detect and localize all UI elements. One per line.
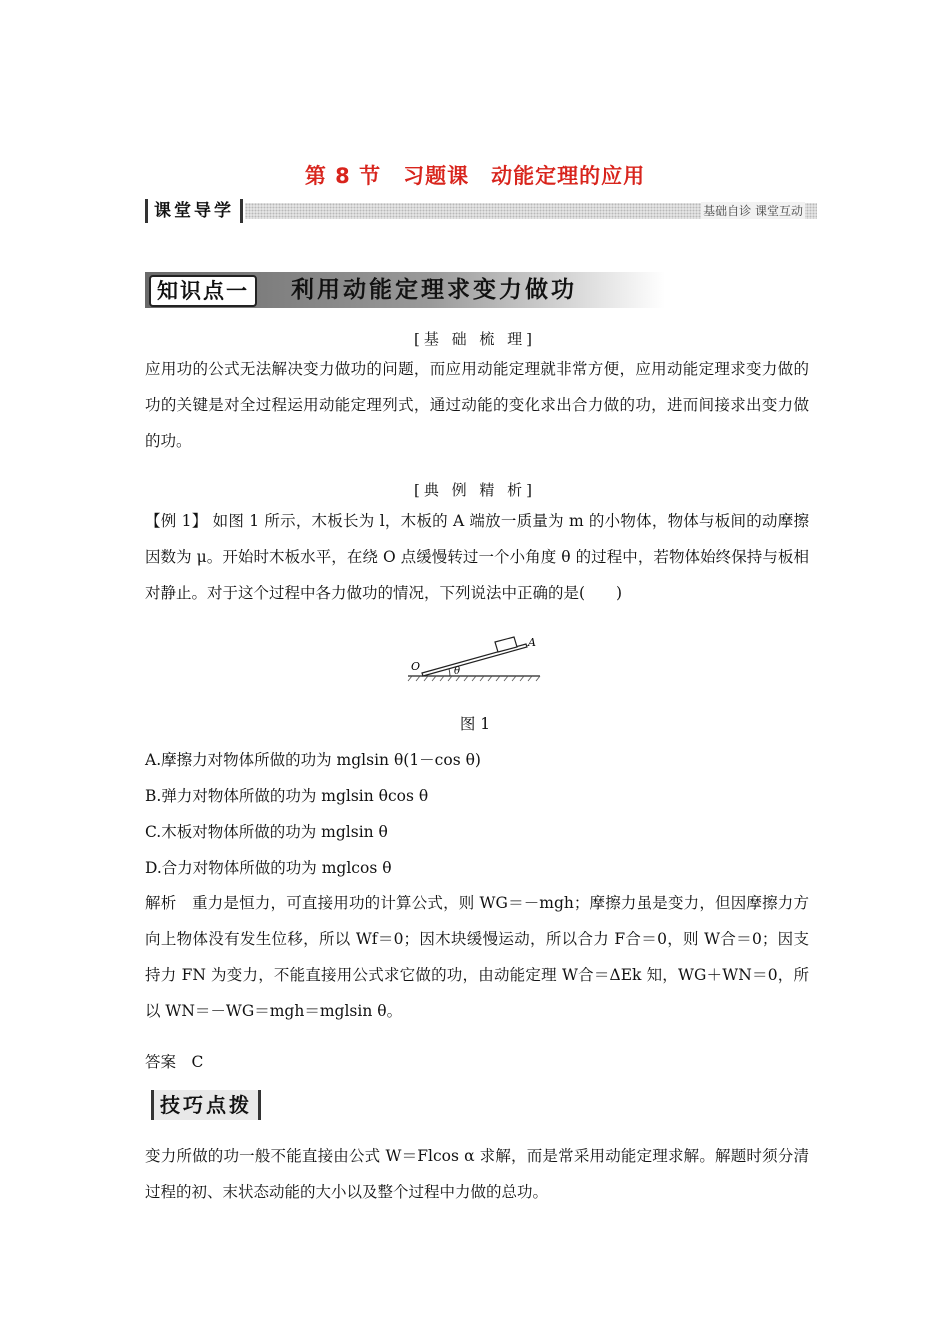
label-a: A: [528, 636, 536, 649]
incline-diagram: [404, 628, 544, 684]
incline-figure: [404, 628, 544, 688]
option-b: B.弹力对物体所做的功为 mglsin θcos θ: [145, 787, 429, 805]
option-d: D.合力对物体所做的功为 mglcos θ: [145, 859, 392, 877]
tip-text: 变力所做的功一般不能直接由公式 W＝Flcos α 求解，而是常采用动能定理求解。解题时须分清过程的初、末状态动能的大小以及整个过程中力做的总功。: [145, 1147, 809, 1201]
figure-caption: 图 1: [459, 715, 491, 733]
label-theta: θ: [454, 666, 461, 677]
section-bar-right: 基础自诊 课堂互动: [703, 204, 803, 218]
knowledge-point-title: 利用动能定理求变力做功: [291, 277, 577, 303]
tip-banner: [145, 1090, 277, 1120]
option-c: C.木板对物体所做的功为 mglsin θ: [145, 823, 388, 841]
example-label: [典 例 精 析]: [413, 481, 536, 499]
analysis-text: 解析 重力是恒力，可直接用功的计算公式，则 WG＝－mgh；摩擦力虽是变力，但因摩擦力方向上物体没有发生位移，所以 Wf＝0；因木块缓慢运动，所以合力 F合＝0，则 W合＝0；因支持力 FN 为变力，不能直接用公式求它做的功，由动能定理 W合＝ΔEk 知，WG＋WN＝0，所以 WN＝－WG＝mgh＝mglsin θ。: [145, 894, 809, 1020]
basic-label: [基 础 梳 理]: [413, 330, 536, 348]
section-bar-label: 课堂导学: [145, 199, 243, 223]
tip-label: 技巧点拨: [151, 1090, 261, 1120]
page-title: 第 8 节 习题课 动能定理的应用: [304, 164, 646, 188]
knowledge-point-label: 知识点一: [149, 275, 257, 307]
basic-text: 应用功的公式无法解决变力做功的问题，而应用动能定理就非常方便，应用动能定理求变力做的功的关键是对全过程运用动能定理列式，通过动能的变化求出合力做的功，进而间接求出变力做的功。: [145, 360, 809, 450]
option-a: A.摩擦力对物体所做的功为 mglsin θ(1－cos θ): [145, 751, 481, 769]
example-text: 【例 1】 如图 1 所示，木板长为 l，木板的 A 端放一质量为 m 的小物体，物体与板间的动摩擦因数为 μ。开始时木板水平，在绕 O 点缓慢转过一个小角度 θ 的过程中，若物体始终保持与板相对静止。对于这个过程中各力做功的情况，下列说法中正确的是( ): [145, 512, 809, 602]
section-bar: [145, 199, 817, 223]
label-o: O: [411, 660, 421, 673]
knowledge-point-banner: [145, 272, 665, 308]
answer-text: 答案 C: [145, 1053, 204, 1071]
